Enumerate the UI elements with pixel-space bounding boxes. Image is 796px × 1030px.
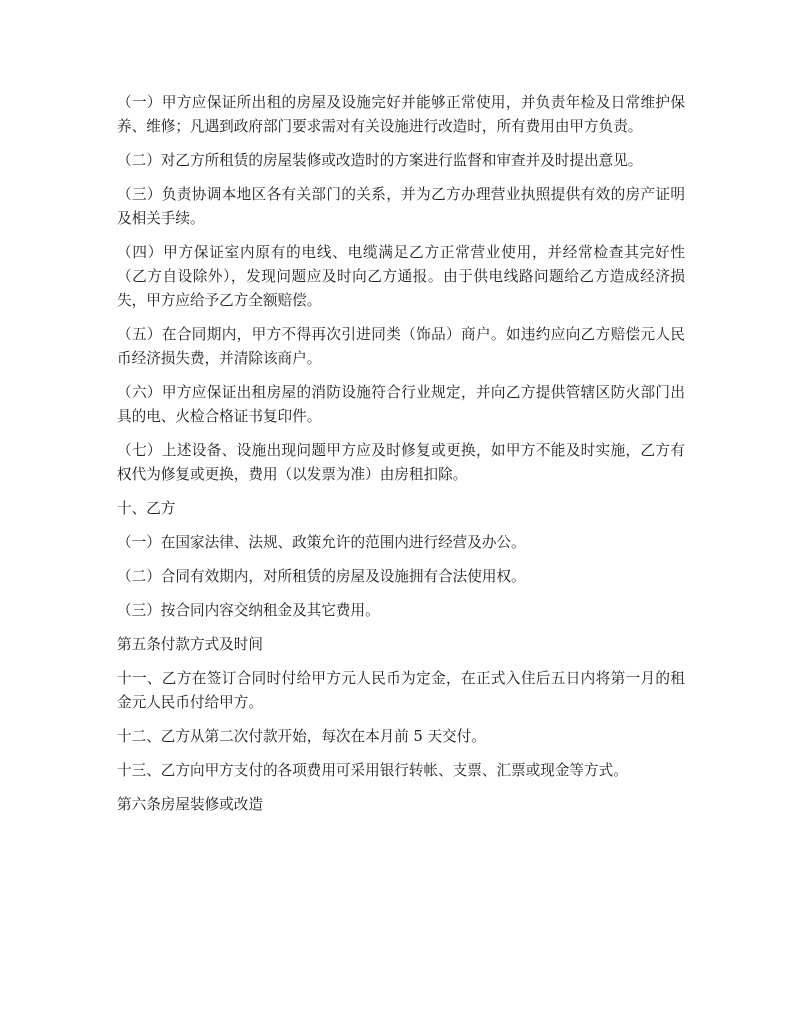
clause-party-b-3: （三）按合同内容交纳租金及其它费用。: [117, 602, 380, 619]
clause-party-a-1: （一）甲方应保证所出租的房屋及设施完好并能够正常使用，并负责年检及日常维护保养、维修；凡遇到政府部门要求需对有关设施进行改造时，所有费用由甲方负责。: [117, 94, 685, 135]
article-heading-renovation: 第六条房屋装修或改造: [117, 796, 263, 813]
section-heading-party-b: 十、乙方: [117, 500, 176, 517]
article-heading-payment: 第五条付款方式及时间: [117, 636, 263, 653]
clause-party-a-7: （七）上述设备、设施出现问题甲方应及时修复或更换，如甲方不能及时实施，乙方有权代为修复或更换，费用（以发票为准）由房租扣除。: [117, 442, 685, 483]
clause-party-b-2: （二）合同有效期内，对所租赁的房屋及设施拥有合法使用权。: [117, 568, 526, 585]
clause-party-a-3: （三）负责协调本地区各有关部门的关系，并为乙方办理营业执照提供有效的房产证明及相关手续。: [117, 186, 685, 227]
clause-party-a-2: （二）对乙方所租赁的房屋装修或改造时的方案进行监督和审查并及时提出意见。: [117, 152, 643, 169]
clause-payment-13: 十三、乙方向甲方支付的各项费用可采用银行转帐、支票、汇票或现金等方式。: [117, 762, 628, 779]
clause-party-a-4: （四）甲方保证室内原有的电线、电缆满足乙方正常营业使用，并经常检查其完好性（乙方自设除外），发现问题应及时向乙方通报。由于供电线路问题给乙方造成经济损失，甲方应给予乙方全额赔偿。: [117, 244, 685, 309]
clause-party-a-6: （六）甲方应保证出租房屋的消防设施符合行业规定，并向乙方提供管辖区防火部门出具的电、火检合格证书复印件。: [117, 384, 685, 425]
clause-party-b-1: （一）在国家法律、法规、政策允许的范围内进行经营及办公。: [117, 534, 526, 551]
clause-payment-12: 十二、乙方从第二次付款开始，每次在本月前 5 天交付。: [117, 728, 486, 745]
clause-payment-11: 十一、乙方在签订合同时付给甲方元人民币为定金，在正式入住后五日内将第一月的租金元人民币付给甲方。: [117, 670, 685, 711]
document-body: [117, 91, 685, 827]
clause-party-a-5: （五）在合同期内，甲方不得再次引进同类（饰品）商户。如违约应向乙方赔偿元人民币经济损失费，并清除该商户。: [117, 326, 685, 367]
